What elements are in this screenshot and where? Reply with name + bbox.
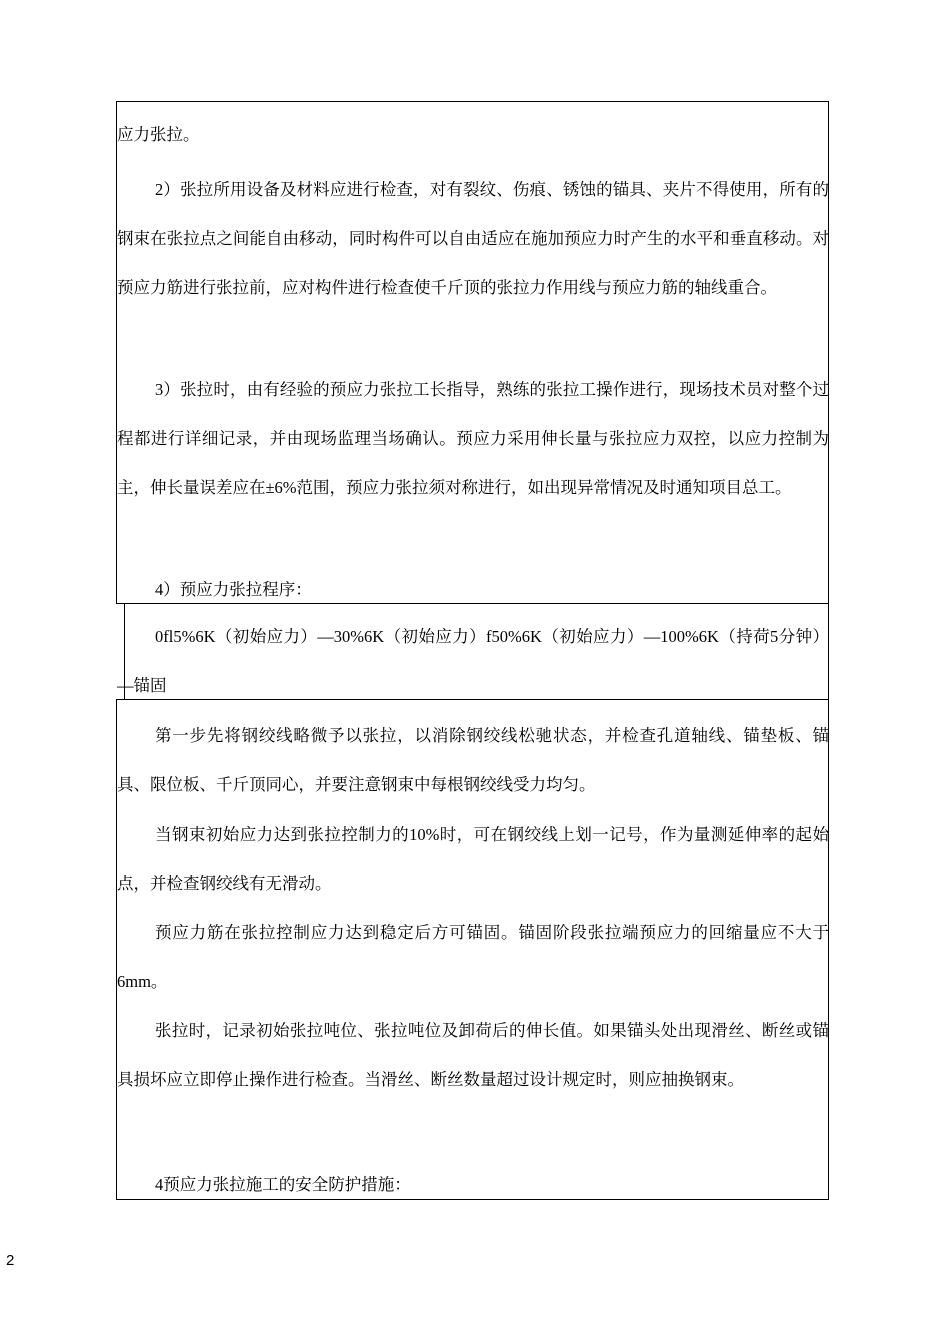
paragraph-item-3: 3）张拉时，由有经验的预应力张拉工长指导，熟练的张拉工操作进行，现场技术员对整个过程都进行详细记录，并由现场监理当场确认。预应力采用伸长量与张拉应力双控，以应力控制为主，伸长量误差应在±6%范围，预应力张拉须对称进行，如出现异常情况及时通知项目总工。	[117, 380, 829, 497]
paragraph-continuation: 应力张拉。	[117, 125, 200, 144]
paragraph-anchoring: 预应力筋在张拉控制应力达到稳定后方可锚固。锚固阶段张拉端预应力的回缩量应不大于6mm。	[117, 923, 829, 991]
tensioning-sequence-formula: 0fl5%6K（初始应力）—30%6K（初始应力）f50%6K（初始应力）—100%6K（持荷5分钟）—锚固	[117, 627, 829, 695]
paragraph-item-2: 2）张拉所用设备及材料应进行检查，对有裂纹、伤痕、锈蚀的锚具、夹片不得使用，所有的钢束在张拉点之间能自由移动，同时构件可以自由适应在施加预应力时产生的水平和垂直移动。对预应力筋进行张拉前，应对构件进行检查使千斤顶的张拉力作用线与预应力筋的轴线重合。	[117, 180, 829, 297]
paragraph-step-one: 第一步先将钢绞线略微予以张拉，以消除钢绞线松驰状态，并检查孔道轴线、锚垫板、锚具、限位板、千斤顶同心，并要注意钢束中每根钢绞线受力均匀。	[117, 726, 829, 794]
paragraph-item-4-heading: 4）预应力张拉程序：	[155, 580, 312, 599]
section-heading-safety: 4预应力张拉施工的安全防护措施：	[155, 1175, 411, 1194]
paragraph-recording: 张拉时，记录初始张拉吨位、张拉吨位及卸荷后的伸长值。如果锚头处出现滑丝、断丝或锚具损坏应立即停止操作进行检查。当滑丝、断丝数量超过设计规定时，则应抽换钢束。	[117, 1021, 829, 1089]
page-number: 2	[6, 1252, 15, 1269]
paragraph-initial-stress: 当钢束初始应力达到张拉控制力的10%时，可在钢绞线上划一记号，作为量测延伸率的起始点，并检查钢绞线有无滑动。	[117, 825, 829, 893]
